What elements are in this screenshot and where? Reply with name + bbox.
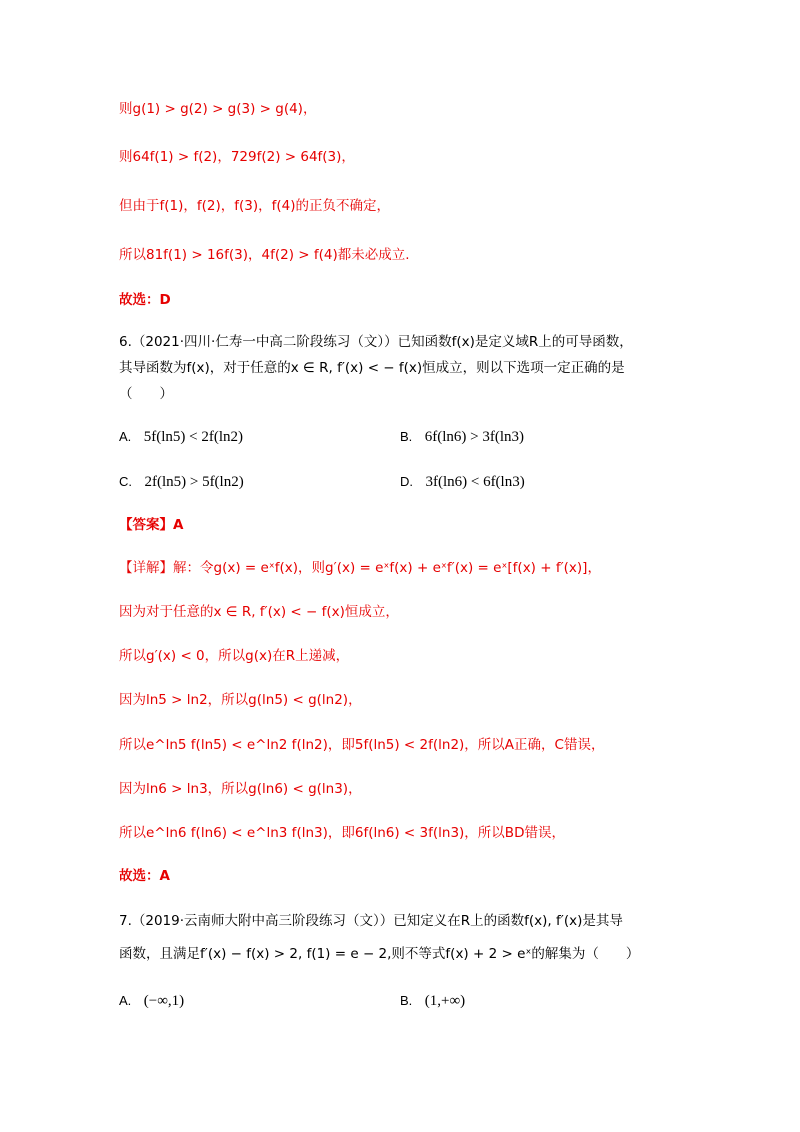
question-6-stem: 6.（2021·四川·仁寿一中高二阶段练习（文））已知函数f(x)是定义域R上的可导函数， xyxy=(119,334,633,350)
final-choice: 故选：D xyxy=(119,292,171,308)
answer-label: 【答案】A xyxy=(119,517,184,533)
solution-line: 则64f(1) > f(2)，729f(2) > 64f(3)， xyxy=(119,149,355,165)
option-text: 5f(ln5) < 2f(ln2) xyxy=(143,429,244,445)
option-b xyxy=(400,991,465,1011)
option-label: A. xyxy=(119,993,132,1008)
detail-line: 因为对于任意的x ∈ R, f′(x) < − f(x)恒成立， xyxy=(119,604,399,620)
final-choice: 故选：A xyxy=(119,868,170,884)
solution-line: 但由于f(1)，f(2)，f(3)，f(4)的正负不确定， xyxy=(119,198,391,214)
option-b xyxy=(400,427,524,447)
detail-line: 所以e^ln5 f(ln5) < e^ln2 f(ln2)，即5f(ln5) < 2f(ln2)，所以A正确，C错误， xyxy=(119,737,605,753)
option-a xyxy=(119,427,243,447)
option-text: (−∞,1) xyxy=(143,993,185,1009)
question-7-stem: 函数，且满足f′(x) − f(x) > 2, f(1) = e − 2,则不等式f(x) + 2 > eˣ的解集为（ ） xyxy=(119,946,640,962)
option-label: A. xyxy=(119,429,132,444)
option-label: B. xyxy=(400,993,413,1008)
solution-line: 则g(1) > g(2) > g(3) > g(4)， xyxy=(119,101,317,117)
option-text: 6f(ln6) > 3f(ln3) xyxy=(424,429,525,445)
question-6-stem: （ ） xyxy=(119,386,173,402)
question-6-stem: 其导函数为f(x)，对于任意的x ∈ R, f′(x) < − f(x)恒成立，则以下选项一定正确的是 xyxy=(119,360,625,376)
question-7-stem: 7.（2019·云南师大附中高三阶段练习（文））已知定义在R上的函数f(x), f′(x)是其导 xyxy=(119,913,623,929)
option-label: C. xyxy=(119,474,132,489)
detail-line: 因为ln6 > ln3，所以g(ln6) < g(ln3)， xyxy=(119,781,362,797)
detail-line: 所以g′(x) < 0，所以g(x)在R上递减， xyxy=(119,648,350,664)
detail-line: 因为ln5 > ln2，所以g(ln5) < g(ln2)， xyxy=(119,692,362,708)
detail-line: 所以e^ln6 f(ln6) < e^ln3 f(ln3)，即6f(ln6) < 3f(ln3)，所以BD错误， xyxy=(119,825,565,841)
option-a xyxy=(119,991,184,1011)
option-text: 3f(ln6) < 6f(ln3) xyxy=(425,474,525,490)
option-text: 2f(ln5) > 5f(ln2) xyxy=(144,474,244,490)
detail-line: 【详解】解：令g(x) = eˣf(x)，则g′(x) = eˣf(x) + eˣf′(x) = eˣ[f(x) + f′(x)]， xyxy=(119,560,601,576)
solution-line: 所以81f(1) > 16f(3)，4f(2) > f(4)都未必成立. xyxy=(119,247,410,263)
option-c xyxy=(119,472,244,492)
option-d xyxy=(400,472,525,492)
option-label: B. xyxy=(400,429,413,444)
option-text: (1,+∞) xyxy=(424,993,466,1009)
option-label: D. xyxy=(400,474,413,489)
